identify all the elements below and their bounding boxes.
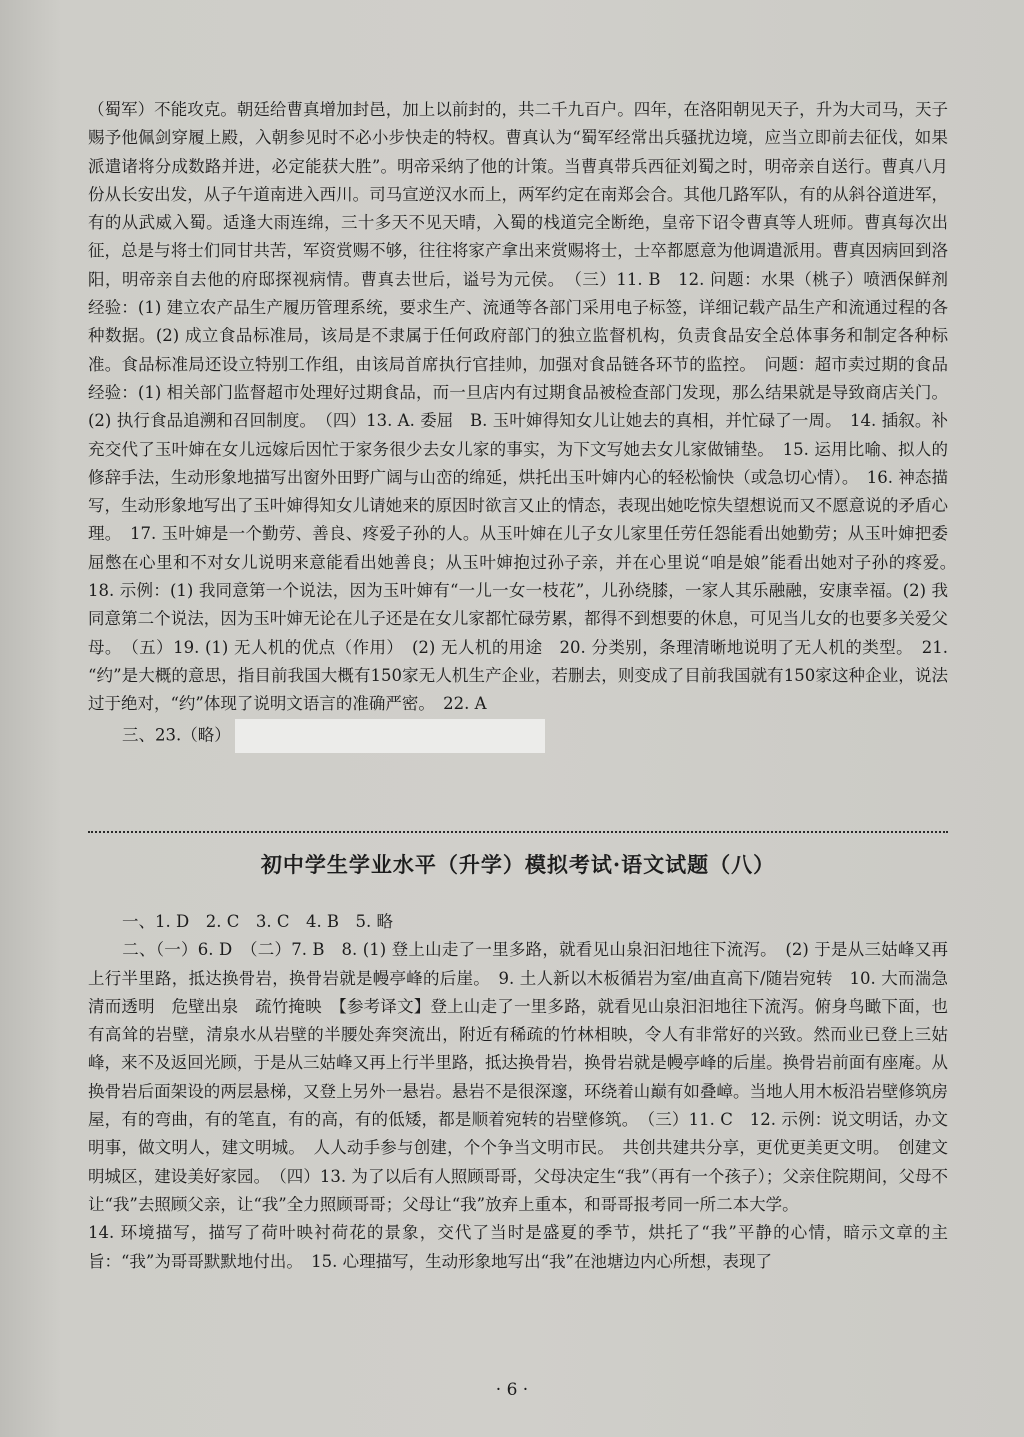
answer-section-eight xyxy=(88,908,965,1276)
answer-paragraph-continued: 14. 环境描写，描写了荷叶映衬荷花的景象，交代了当时是盛夏的季节，烘托了“我”平静的心情，暗示文章的主旨：“我”为哥哥默默地付出。 15. 心理描写，生动形象地写出“我”在池塘边内心所想，表现了 xyxy=(88,1223,948,1271)
redaction-box xyxy=(235,719,545,753)
answer-paragraph-essay xyxy=(88,719,948,753)
essay-answer: 三、23.（略） xyxy=(122,725,231,745)
page-number: · 6 · xyxy=(495,1380,529,1400)
exam-title: 初中学生学业水平（升学）模拟考试·语文试题（八） xyxy=(260,852,776,877)
answer-section-seven xyxy=(88,96,965,753)
answer-paragraph: （蜀军）不能攻克。朝廷给曹真增加封邑，加上以前封的，共二千九百户。四年，在洛阳朝见天子，升为大司马，天子赐予他佩剑穿履上殿，入朝参见时不必小步快走的特权。曹真认为“蜀军经常出兵骚扰边境，应当立即前去征伐，如果派遣诸将分成数路并进，必定能获大胜”。明帝采纳了他的计策。当曹真带兵西征刘蜀之时，明帝亲自送行。曹真八月份从长安出发，从子午道南进入西川。司马宣逆汉水而上，两军约定在南郑会合。其他几路军队，有的从斜谷道进军，有的从武威入蜀。适逢大雨连绵，三十多天不见天晴，入蜀的栈道完全断绝，皇帝下诏令曹真等人班师。曹真每次出征，总是与将士们同甘共苦，军资赏赐不够，往往将家产拿出来赏赐将士，士卒都愿意为他调遣派用。曹真因病回到洛阳，明帝亲自去他的府邸探视病情。曹真去世后，谥号为元侯。 （三）11. B 12. 问题：水果（桃子）喷洒保鲜剂 经验：(1) 建立农产品生产履历管理系统，要求生产、流通等各部门采用电子标签，详细记载产品生产和流通过程的各种数据。(2) 成立食品标准局，该局是不隶属于任何政府部门的独立监督机构，负责食品安全总体事务和制定各种标准。食品标准局还设立特别工作组，由该局首席执行官挂帅，加强对食品链各环节的监控。 问题：超市卖过期的食品 经验：(1) 相关部门监督超市处理好过期食品，而一旦店内有过期食品被检查部门发现，那么结果就是导致商店关门。(2) 执行食品追溯和召回制度。 （四）13. A. 委屈 B. 玉叶婶得知女儿让她去的真相，并忙碌了一周。 14. 插叙。补充交代了玉叶婶在女儿远嫁后因忙于家务很少去女儿家的事实，为下文写她去女儿家做铺垫。 15. 运用比喻、拟人的修辞手法，生动形象地描写出窗外田野广阔与山峦的绵延，烘托出玉叶婶内心的轻松愉快（或急切心情）。 16. 神态描写，生动形象地写出了玉叶婶得知女儿请她来的原因时欲言又止的情态，表现出她吃惊失望想说而又不愿意说的矛盾心理。 17. 玉叶婶是一个勤劳、善良、疼爱子孙的人。从玉叶婶在儿子女儿家里任劳任怨能看出她勤劳；从玉叶婶把委屈憋在心里和不对女儿说明来意能看出她善良；从玉叶婶抱过孙子亲，并在心里说“咱是娘”能看出她对子孙的疼爱。 18. 示例：(1) 我同意第一个说法，因为玉叶婶有“一儿一女一枝花”，儿孙绕膝，一家人其乐融融，安康幸福。(2) 我同意第二个说法，因为玉叶婶无论在儿子还是在女儿家都忙碌劳累，都得不到想要的休息，可见当儿女的也要多关爱父母。 （五）19. (1) 无人机的优点（作用） (2) 无人机的用途 20. 分类别，条理清晰地说明了无人机的类型。 21. “约”是大概的意思，指目前我国大概有150家无人机生产企业，若删去，则变成了目前我国就有150家这种企业，说法过于绝对，“约”体现了说明文语言的准确严密。 22. A xyxy=(88,100,965,714)
choice-answers: 一、1. D 2. C 3. C 4. B 5. 略 xyxy=(122,912,394,931)
section-divider xyxy=(88,831,948,833)
reading-answers: 二、（一）6. D （二）7. B 8. (1) 登上山走了一里多路，就看见山泉汩汩地往下流泻。 (2) 于是从三姑峰又再上行半里路，抵达换骨岩，换骨岩就是幔亭峰的后崖。 9. 土人新以木板循岩为室/曲直高下/随岩宛转 10. 大而湍急 清而透明 危壁出泉 疏竹掩映 【参考译文】登上山走了一里多路，就看见山泉汩汩地往下流泻。俯身鸟瞰下面，也有高耸的岩壁，清泉水从岩壁的半腰处奔突流出，附近有稀疏的竹林相映，令人有非常好的兴致。然而业已登上三姑峰，来不及返回光顾，于是从三姑峰又再上行半里路，抵达换骨岩，换骨岩就是幔亭峰的后崖。换骨岩前面有座庵。从换骨岩后面架设的两层悬梯，又登上另外一悬岩。悬岩不是很深邃，环绕着山巅有如叠嶂。当地人用木板沿岩壁修筑房屋，有的弯曲，有的笔直，有的高，有的低矮，都是顺着宛转的岩壁修筑。 （三）11. C 12. 示例：说文明话，办文明事，做文明人，建文明城。 人人动手参与创建，个个争当文明市民。 共创共建共分享，更优更美更文明。 创建文明城区，建设美好家园。 （四）13. 为了以后有人照顾哥哥，父母决定生“我”（再有一个孩子）；父亲住院期间，父母不让“我”去照顾父亲，让“我”全力照顾哥哥；父母让“我”放弃上重本，和哥哥报考同一所二本大学。 xyxy=(88,940,965,1214)
answer-line-choice xyxy=(88,908,948,936)
answer-paragraph-reading xyxy=(88,936,965,1219)
